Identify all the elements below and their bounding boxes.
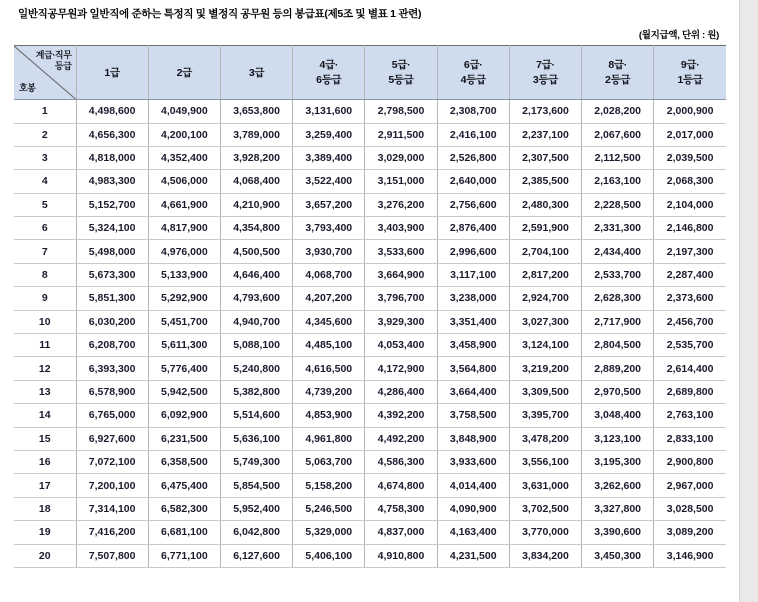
salary-cell: 2,889,200 bbox=[582, 357, 654, 380]
salary-cell: 4,498,600 bbox=[76, 100, 148, 123]
salary-cell: 5,063,700 bbox=[293, 450, 365, 473]
column-header-line2: 4등급 bbox=[460, 73, 486, 86]
step-cell: 8 bbox=[14, 263, 76, 286]
column-header-line1: 2급 bbox=[176, 66, 193, 79]
salary-cell: 2,237,100 bbox=[509, 123, 581, 146]
salary-cell: 5,324,100 bbox=[76, 217, 148, 240]
table-row bbox=[14, 334, 726, 357]
salary-cell: 4,961,800 bbox=[293, 427, 365, 450]
column-header-line2: 3등급 bbox=[532, 73, 559, 86]
step-cell: 11 bbox=[14, 334, 76, 357]
column-header-line1: 4급· bbox=[319, 59, 339, 72]
salary-cell: 6,208,700 bbox=[76, 334, 148, 357]
salary-cell: 3,219,200 bbox=[509, 357, 581, 380]
salary-cell: 3,664,900 bbox=[365, 263, 437, 286]
salary-cell: 3,351,400 bbox=[437, 310, 509, 333]
table-container bbox=[0, 41, 739, 568]
salary-cell: 2,416,100 bbox=[437, 123, 509, 146]
salary-cell: 2,689,800 bbox=[654, 380, 726, 403]
table-row bbox=[14, 544, 726, 567]
salary-cell: 5,498,000 bbox=[76, 240, 148, 263]
salary-cell: 5,292,900 bbox=[148, 287, 220, 310]
salary-cell: 3,151,000 bbox=[365, 170, 437, 193]
salary-cell: 4,910,800 bbox=[365, 544, 437, 567]
column-header-line2: 1등급 bbox=[677, 73, 703, 86]
salary-cell: 3,450,300 bbox=[582, 544, 654, 567]
salary-cell: 7,314,100 bbox=[76, 497, 148, 520]
step-cell: 4 bbox=[14, 170, 76, 193]
column-header-line2: 6등급 bbox=[316, 73, 342, 86]
column-header-line1: 3급 bbox=[248, 66, 265, 79]
salary-cell: 4,739,200 bbox=[293, 380, 365, 403]
salary-cell: 4,586,300 bbox=[365, 450, 437, 473]
salary-cell: 5,240,800 bbox=[220, 357, 292, 380]
column-header-9 bbox=[654, 46, 726, 100]
salary-cell: 4,090,900 bbox=[437, 497, 509, 520]
table-row bbox=[14, 380, 726, 403]
table-row bbox=[14, 497, 726, 520]
salary-cell: 2,924,700 bbox=[509, 287, 581, 310]
salary-cell: 6,042,800 bbox=[220, 521, 292, 544]
salary-cell: 4,210,900 bbox=[220, 193, 292, 216]
table-header bbox=[14, 46, 726, 100]
salary-cell: 5,514,600 bbox=[220, 404, 292, 427]
salary-cell: 3,770,000 bbox=[509, 521, 581, 544]
column-header-line1: 6급· bbox=[463, 59, 483, 72]
salary-cell: 4,940,700 bbox=[220, 310, 292, 333]
salary-cell: 4,983,300 bbox=[76, 170, 148, 193]
salary-cell: 6,927,600 bbox=[76, 427, 148, 450]
step-cell: 10 bbox=[14, 310, 76, 333]
salary-cell: 4,068,700 bbox=[293, 263, 365, 286]
salary-cell: 2,308,700 bbox=[437, 100, 509, 123]
corner-step-label: 호봉 bbox=[19, 82, 36, 93]
salary-cell: 2,526,800 bbox=[437, 146, 509, 169]
salary-cell: 4,286,400 bbox=[365, 380, 437, 403]
step-cell: 9 bbox=[14, 287, 76, 310]
salary-cell: 5,851,300 bbox=[76, 287, 148, 310]
salary-cell: 6,393,300 bbox=[76, 357, 148, 380]
column-header-1 bbox=[76, 46, 148, 100]
salary-cell: 2,287,400 bbox=[654, 263, 726, 286]
step-cell: 12 bbox=[14, 357, 76, 380]
salary-cell: 6,681,100 bbox=[148, 521, 220, 544]
salary-cell: 6,475,400 bbox=[148, 474, 220, 497]
salary-cell: 2,373,600 bbox=[654, 287, 726, 310]
salary-cell: 2,068,300 bbox=[654, 170, 726, 193]
salary-cell: 4,485,100 bbox=[293, 334, 365, 357]
salary-cell: 2,833,100 bbox=[654, 427, 726, 450]
salary-cell: 3,389,400 bbox=[293, 146, 365, 169]
table-row bbox=[14, 474, 726, 497]
salary-cell: 5,673,300 bbox=[76, 263, 148, 286]
salary-cell: 4,231,500 bbox=[437, 544, 509, 567]
salary-cell: 4,818,000 bbox=[76, 146, 148, 169]
table-body bbox=[14, 100, 726, 568]
salary-cell: 2,817,200 bbox=[509, 263, 581, 286]
salary-cell: 2,104,000 bbox=[654, 193, 726, 216]
salary-cell: 2,228,500 bbox=[582, 193, 654, 216]
salary-cell: 3,028,500 bbox=[654, 497, 726, 520]
salary-cell: 3,195,300 bbox=[582, 450, 654, 473]
salary-cell: 2,970,500 bbox=[582, 380, 654, 403]
salary-cell: 3,533,600 bbox=[365, 240, 437, 263]
salary-cell: 5,749,300 bbox=[220, 450, 292, 473]
column-header-line1: 5급· bbox=[391, 59, 411, 72]
column-header-line1: 7급· bbox=[536, 59, 555, 72]
salary-cell: 5,133,900 bbox=[148, 263, 220, 286]
salary-cell: 2,614,400 bbox=[654, 357, 726, 380]
salary-cell: 4,646,400 bbox=[220, 263, 292, 286]
salary-cell: 2,331,300 bbox=[582, 217, 654, 240]
salary-cell: 3,276,200 bbox=[365, 193, 437, 216]
table-row bbox=[14, 287, 726, 310]
salary-cell: 3,929,300 bbox=[365, 310, 437, 333]
salary-cell: 5,329,000 bbox=[293, 521, 365, 544]
salary-cell: 3,653,800 bbox=[220, 100, 292, 123]
salary-cell: 3,848,900 bbox=[437, 427, 509, 450]
salary-cell: 5,611,300 bbox=[148, 334, 220, 357]
salary-cell: 2,307,500 bbox=[509, 146, 581, 169]
table-row bbox=[14, 170, 726, 193]
table-row bbox=[14, 404, 726, 427]
column-header-5 bbox=[365, 46, 437, 100]
salary-cell: 5,088,100 bbox=[220, 334, 292, 357]
salary-cell: 2,146,800 bbox=[654, 217, 726, 240]
step-cell: 19 bbox=[14, 521, 76, 544]
salary-cell: 6,092,900 bbox=[148, 404, 220, 427]
salary-cell: 2,039,500 bbox=[654, 146, 726, 169]
salary-cell: 3,262,600 bbox=[582, 474, 654, 497]
salary-cell: 6,578,900 bbox=[76, 380, 148, 403]
salary-cell: 5,406,100 bbox=[293, 544, 365, 567]
salary-cell: 4,352,400 bbox=[148, 146, 220, 169]
salary-cell: 3,631,000 bbox=[509, 474, 581, 497]
salary-cell: 4,656,300 bbox=[76, 123, 148, 146]
salary-cell: 2,640,000 bbox=[437, 170, 509, 193]
salary-cell: 2,017,000 bbox=[654, 123, 726, 146]
step-cell: 20 bbox=[14, 544, 76, 567]
column-header-line2: 2등급 bbox=[605, 73, 631, 86]
step-cell: 14 bbox=[14, 404, 76, 427]
table-row bbox=[14, 193, 726, 216]
salary-cell: 3,657,200 bbox=[293, 193, 365, 216]
salary-cell: 5,854,500 bbox=[220, 474, 292, 497]
salary-cell: 4,014,400 bbox=[437, 474, 509, 497]
salary-cell: 6,030,200 bbox=[76, 310, 148, 333]
salary-cell: 5,158,200 bbox=[293, 474, 365, 497]
salary-cell: 3,796,700 bbox=[365, 287, 437, 310]
step-cell: 15 bbox=[14, 427, 76, 450]
salary-cell: 3,027,300 bbox=[509, 310, 581, 333]
salary-cell: 6,231,500 bbox=[148, 427, 220, 450]
step-cell: 6 bbox=[14, 217, 76, 240]
salary-cell: 3,789,000 bbox=[220, 123, 292, 146]
salary-cell: 6,765,000 bbox=[76, 404, 148, 427]
salary-cell: 4,817,900 bbox=[148, 217, 220, 240]
salary-cell: 7,072,100 bbox=[76, 450, 148, 473]
salary-cell: 2,480,300 bbox=[509, 193, 581, 216]
corner-grade-label bbox=[32, 50, 72, 72]
salary-cell: 3,123,100 bbox=[582, 427, 654, 450]
salary-cell: 4,976,000 bbox=[148, 240, 220, 263]
column-header-6 bbox=[437, 46, 509, 100]
salary-cell: 4,661,900 bbox=[148, 193, 220, 216]
salary-cell: 3,131,600 bbox=[293, 100, 365, 123]
table-row bbox=[14, 123, 726, 146]
salary-cell: 3,564,800 bbox=[437, 357, 509, 380]
table-row bbox=[14, 310, 726, 333]
corner-grade-label-line1: 계급·직무 bbox=[35, 50, 72, 61]
salary-cell: 2,533,700 bbox=[582, 263, 654, 286]
step-cell: 18 bbox=[14, 497, 76, 520]
table-row bbox=[14, 217, 726, 240]
salary-cell: 3,458,900 bbox=[437, 334, 509, 357]
salary-cell: 4,207,200 bbox=[293, 287, 365, 310]
salary-cell: 4,172,900 bbox=[365, 357, 437, 380]
column-header-line1: 1급 bbox=[104, 66, 120, 79]
step-cell: 2 bbox=[14, 123, 76, 146]
salary-table bbox=[14, 45, 726, 568]
salary-cell: 2,434,400 bbox=[582, 240, 654, 263]
table-row bbox=[14, 263, 726, 286]
salary-cell: 3,146,900 bbox=[654, 544, 726, 567]
salary-cell: 4,793,600 bbox=[220, 287, 292, 310]
salary-cell: 2,628,300 bbox=[582, 287, 654, 310]
salary-cell: 5,382,800 bbox=[220, 380, 292, 403]
column-header-line2: 5등급 bbox=[388, 73, 414, 86]
salary-cell: 2,798,500 bbox=[365, 100, 437, 123]
salary-cell: 3,089,200 bbox=[654, 521, 726, 544]
salary-cell: 2,911,500 bbox=[365, 123, 437, 146]
salary-cell: 4,163,400 bbox=[437, 521, 509, 544]
table-row bbox=[14, 450, 726, 473]
salary-cell: 2,028,200 bbox=[582, 100, 654, 123]
salary-cell: 2,197,300 bbox=[654, 240, 726, 263]
salary-cell: 2,756,600 bbox=[437, 193, 509, 216]
salary-cell: 2,173,600 bbox=[509, 100, 581, 123]
table-row bbox=[14, 100, 726, 123]
salary-cell: 3,556,100 bbox=[509, 450, 581, 473]
salary-cell: 3,664,400 bbox=[437, 380, 509, 403]
salary-cell: 3,933,600 bbox=[437, 450, 509, 473]
salary-cell: 4,500,500 bbox=[220, 240, 292, 263]
salary-cell: 7,200,100 bbox=[76, 474, 148, 497]
column-header-2 bbox=[148, 46, 220, 100]
salary-cell: 5,942,500 bbox=[148, 380, 220, 403]
salary-cell: 4,200,100 bbox=[148, 123, 220, 146]
salary-cell: 3,238,000 bbox=[437, 287, 509, 310]
salary-cell: 4,068,400 bbox=[220, 170, 292, 193]
corner-header-cell bbox=[14, 46, 76, 100]
salary-cell: 5,152,700 bbox=[76, 193, 148, 216]
table-row bbox=[14, 146, 726, 169]
column-header-3 bbox=[220, 46, 292, 100]
salary-cell: 4,492,200 bbox=[365, 427, 437, 450]
table-row bbox=[14, 357, 726, 380]
salary-cell: 2,804,500 bbox=[582, 334, 654, 357]
salary-cell: 5,952,400 bbox=[220, 497, 292, 520]
salary-cell: 5,776,400 bbox=[148, 357, 220, 380]
salary-cell: 6,127,600 bbox=[220, 544, 292, 567]
salary-cell: 7,416,200 bbox=[76, 521, 148, 544]
salary-cell: 6,358,500 bbox=[148, 450, 220, 473]
salary-cell: 2,591,900 bbox=[509, 217, 581, 240]
salary-cell: 2,900,800 bbox=[654, 450, 726, 473]
salary-cell: 2,996,600 bbox=[437, 240, 509, 263]
salary-cell: 5,246,500 bbox=[293, 497, 365, 520]
salary-cell: 6,771,100 bbox=[148, 544, 220, 567]
step-cell: 5 bbox=[14, 193, 76, 216]
salary-cell: 2,385,500 bbox=[509, 170, 581, 193]
salary-cell: 3,478,200 bbox=[509, 427, 581, 450]
page-title: 일반직공무원과 일반직에 준하는 특정직 및 별정직 공무원 등의 봉급표(제5조 및 별표 1 관련) bbox=[18, 8, 422, 20]
salary-cell: 3,758,500 bbox=[437, 404, 509, 427]
title-block bbox=[0, 0, 739, 41]
salary-cell: 4,049,900 bbox=[148, 100, 220, 123]
column-header-line1: 8급· bbox=[608, 59, 627, 72]
salary-cell: 3,048,400 bbox=[582, 404, 654, 427]
salary-cell: 2,456,700 bbox=[654, 310, 726, 333]
step-cell: 7 bbox=[14, 240, 76, 263]
salary-cell: 3,029,000 bbox=[365, 146, 437, 169]
unit-note: (월지급액, 단위 : 원) bbox=[638, 30, 719, 42]
salary-cell: 4,506,000 bbox=[148, 170, 220, 193]
step-cell: 16 bbox=[14, 450, 76, 473]
salary-cell: 4,616,500 bbox=[293, 357, 365, 380]
column-header-8 bbox=[582, 46, 654, 100]
table-row bbox=[14, 240, 726, 263]
salary-cell: 3,793,400 bbox=[293, 217, 365, 240]
salary-cell: 7,507,800 bbox=[76, 544, 148, 567]
salary-cell: 3,124,100 bbox=[509, 334, 581, 357]
salary-cell: 2,535,700 bbox=[654, 334, 726, 357]
salary-cell: 3,327,800 bbox=[582, 497, 654, 520]
salary-cell: 2,717,900 bbox=[582, 310, 654, 333]
salary-cell: 4,354,800 bbox=[220, 217, 292, 240]
salary-cell: 4,674,800 bbox=[365, 474, 437, 497]
salary-cell: 4,392,200 bbox=[365, 404, 437, 427]
salary-cell: 2,876,400 bbox=[437, 217, 509, 240]
step-cell: 13 bbox=[14, 380, 76, 403]
salary-cell: 2,000,900 bbox=[654, 100, 726, 123]
salary-cell: 6,582,300 bbox=[148, 497, 220, 520]
salary-cell: 2,967,000 bbox=[654, 474, 726, 497]
salary-cell: 2,763,100 bbox=[654, 404, 726, 427]
salary-cell: 2,067,600 bbox=[582, 123, 654, 146]
salary-cell: 3,930,700 bbox=[293, 240, 365, 263]
column-header-7 bbox=[509, 46, 581, 100]
salary-cell: 4,345,600 bbox=[293, 310, 365, 333]
header-row bbox=[14, 46, 726, 100]
step-cell: 3 bbox=[14, 146, 76, 169]
salary-cell: 2,163,100 bbox=[582, 170, 654, 193]
step-cell: 1 bbox=[14, 100, 76, 123]
table-row bbox=[14, 521, 726, 544]
column-header-line1: 9급· bbox=[680, 59, 700, 72]
salary-cell: 4,053,400 bbox=[365, 334, 437, 357]
salary-cell: 3,403,900 bbox=[365, 217, 437, 240]
salary-cell: 5,451,700 bbox=[148, 310, 220, 333]
salary-cell: 3,259,400 bbox=[293, 123, 365, 146]
salary-cell: 4,758,300 bbox=[365, 497, 437, 520]
salary-cell: 3,702,500 bbox=[509, 497, 581, 520]
salary-cell: 4,837,000 bbox=[365, 521, 437, 544]
salary-cell: 2,112,500 bbox=[582, 146, 654, 169]
salary-cell: 2,704,100 bbox=[509, 240, 581, 263]
salary-cell: 5,636,100 bbox=[220, 427, 292, 450]
salary-cell: 3,928,200 bbox=[220, 146, 292, 169]
corner-grade-label-line2: 등급 bbox=[54, 60, 72, 71]
salary-cell: 3,390,600 bbox=[582, 521, 654, 544]
salary-cell: 3,834,200 bbox=[509, 544, 581, 567]
salary-cell: 3,395,700 bbox=[509, 404, 581, 427]
salary-cell: 4,853,900 bbox=[293, 404, 365, 427]
column-header-4 bbox=[293, 46, 365, 100]
salary-cell: 3,522,400 bbox=[293, 170, 365, 193]
step-cell: 17 bbox=[14, 474, 76, 497]
salary-cell: 3,309,500 bbox=[509, 380, 581, 403]
salary-cell: 3,117,100 bbox=[437, 263, 509, 286]
table-row bbox=[14, 427, 726, 450]
